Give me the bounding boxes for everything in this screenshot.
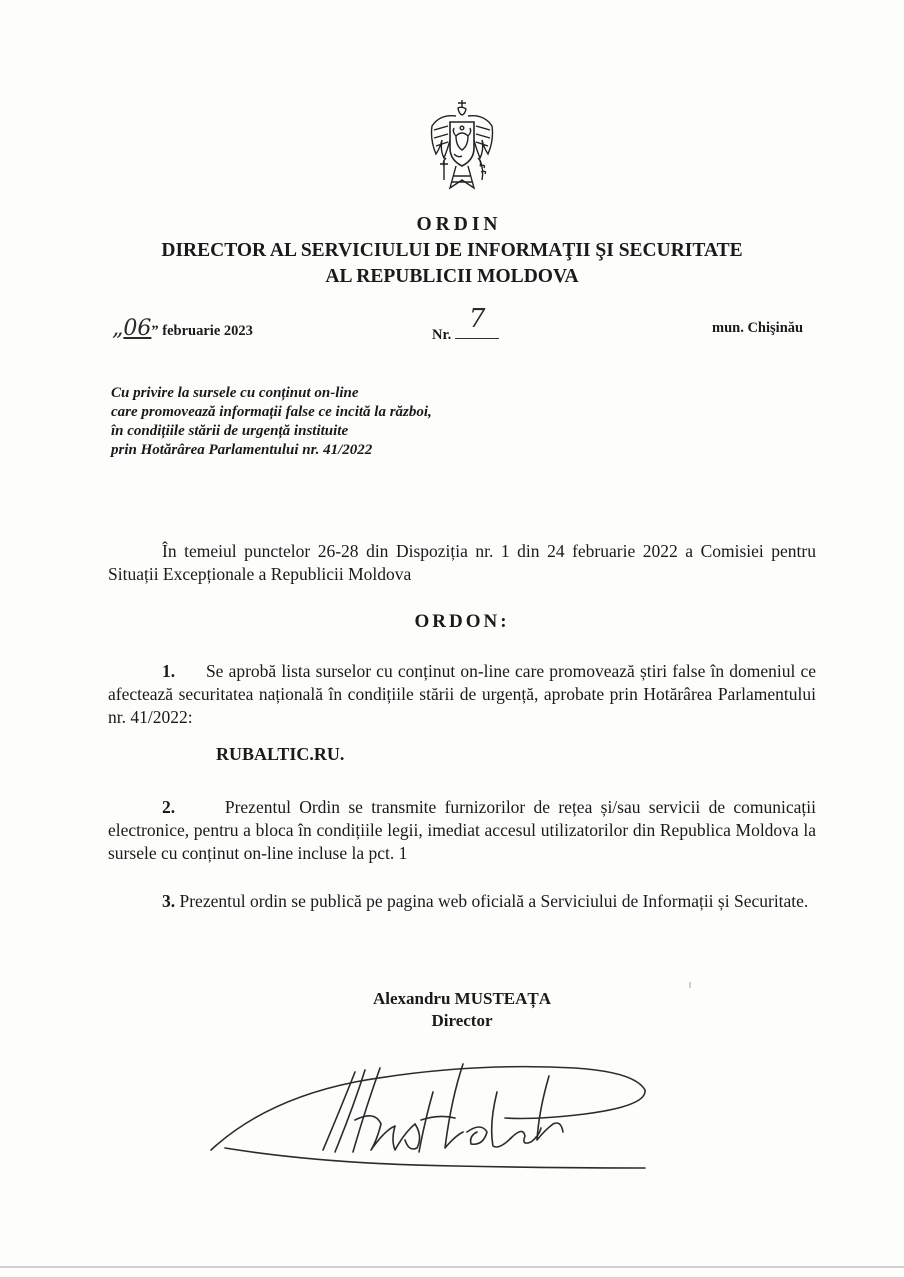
intro-text: În temeiul punctelor 26-28 din Dispoziția nr. 1 din 24 februarie 2022 a Comisiei pentru Situații Excepționale a Republicii Moldova	[108, 541, 816, 584]
nr-value-handwritten: 7	[468, 304, 486, 334]
date-close-quote: ”	[151, 323, 159, 339]
point-1-number: 1.	[162, 661, 176, 681]
nr-label: Nr.	[432, 327, 452, 343]
point-2	[108, 796, 816, 865]
point-3-number: 3.	[162, 891, 176, 911]
document-place: mun. Chişinău	[712, 320, 804, 336]
point-3-text: Prezentul ordin se publică pe pagina web oficială a Serviciului de Informații și Securitate.	[179, 891, 809, 911]
point-3	[108, 890, 816, 913]
document-subject	[111, 384, 531, 460]
page-edge	[0, 1266, 904, 1268]
intro-paragraph	[108, 540, 816, 586]
title-issuer: DIRECTOR AL SERVICIULUI DE INFORMAŢII ŞI SECURITATE	[161, 240, 743, 261]
subject-line: în condițiile stării de urgență instituite	[111, 423, 349, 439]
ordon-heading: ORDON:	[414, 611, 510, 632]
subject-line: prin Hotărârea Parlamentului nr. 41/2022	[111, 442, 373, 458]
document-title	[0, 212, 904, 290]
scan-speck	[689, 982, 691, 988]
point-2-text: Prezentul Ordin se transmite furnizorilor de rețea și/sau servicii de comunicații electronice, pentru a bloca în condițiile legii, imediat accesul utilizatorilor din Republica Moldova la sursele cu conținut on-line incluse la pct. 1	[108, 797, 816, 863]
date-day-handwritten: 06	[123, 316, 152, 341]
signer-block	[0, 988, 904, 1032]
title-ordin: ORDIN	[416, 214, 502, 235]
point-2-number: 2.	[162, 797, 176, 817]
date-month-year: februarie 2023	[162, 323, 253, 339]
point-1-text: Se aprobă lista surselor cu conținut on-line care promovează știri false în domeniul ce afectează securitatea națională în condițiile stării de urgență, aprobate prin Hotărârea Parlamentului nr. 41/2022:	[108, 661, 816, 727]
listed-site: RUBALTIC.RU.	[216, 744, 345, 764]
title-country: AL REPUBLICII MOLDOVA	[325, 266, 579, 287]
point-1	[108, 660, 816, 729]
coat-of-arms-icon	[418, 96, 506, 196]
document-date	[112, 316, 253, 356]
document-number	[432, 304, 499, 356]
subject-line: Cu privire la sursele cu conținut on-line	[111, 385, 359, 401]
signer-name: Alexandru MUSTEAȚA	[372, 989, 552, 1008]
signer-position: Director	[431, 1011, 493, 1030]
nr-field	[455, 304, 499, 339]
handwritten-signature-icon	[205, 1040, 675, 1180]
date-open-quote: „	[112, 316, 124, 341]
subject-line: care promovează informații false ce incită la război,	[111, 404, 432, 420]
